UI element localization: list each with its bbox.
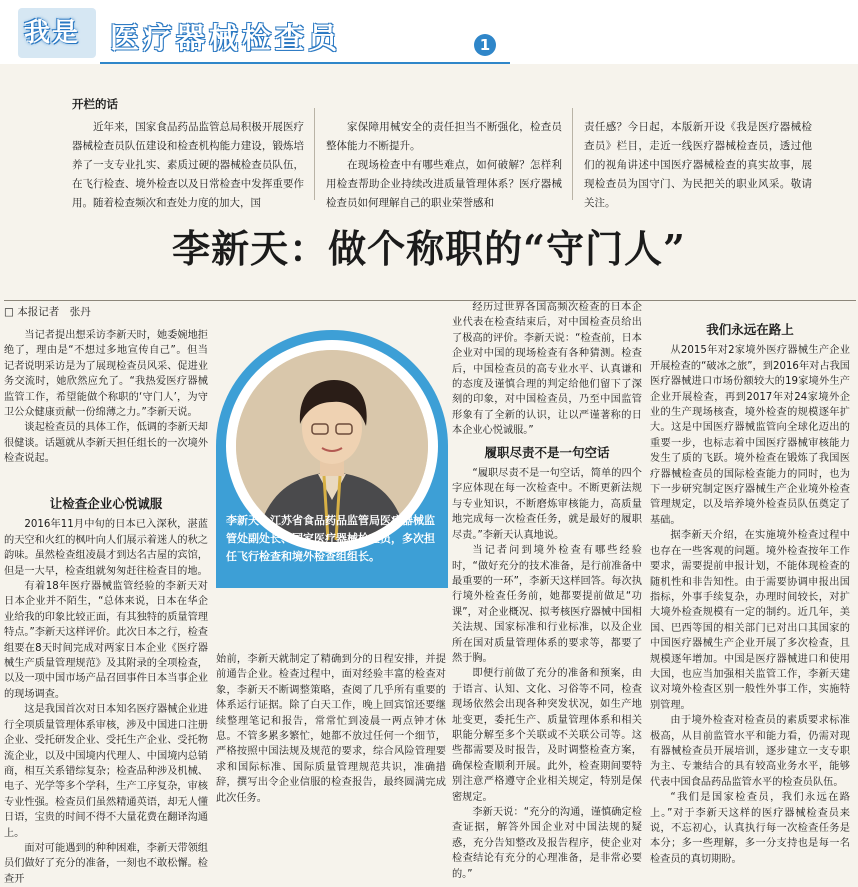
article-paragraph: 经历过世界各国高频次检查的日本企业代表在检查结束后，对中国检查员给出了极高的评价。李新天说：“检查前，日本企业对中国的现场检查有各种猜测。检查后，中国检查员的高专业水平、认真谦和的态度及谨慎合理的判定给他们留下了深刻的印象，对中国检查员，乃至中国监管形象有了全新的认识，让以严谨著称的日本企业心悦诚服。” xyxy=(452,302,642,437)
article-column-middle-bottom xyxy=(216,652,446,806)
article-paragraph: 面对可能遇到的种种困难，李新天带领组员们做好了充分的准备，一刻也不敢松懈。检查开 xyxy=(4,842,208,885)
intro-divider xyxy=(314,108,315,200)
section-heading: 履职尽责不是一句空话 xyxy=(484,444,610,460)
intro-paragraph: 家保障用械安全的责任担当不断强化，检查员整体能力不断提升。 xyxy=(326,121,562,152)
intro-paragraph: 近年来，国家食品药品监管总局积极开展医疗器械检查员队伍建设和检查机构能力建设，锻炼培养了一支专业扎实、素质过硬的器械检查员队伍，在飞行检查、境外检查以及日常检查中发挥重要作用。随着检查频次和查处力度的加大，国 xyxy=(72,121,304,209)
section-heading: 让检查企业心悦诚服 xyxy=(49,496,163,511)
article-paragraph: 据李新天介绍，在实施境外检查过程中也存在一些客观的问题。境外检查按年工作要求，需要提前申报计划，不能体现检查的随机性和非告知性。由于需要协调申报出国指标，外事手续复杂，办理时间较长，对扩大境外检查规模有一定的制约。近几年，美国、巴西等国的相关部门已对出口其国家的中国医疗器械生产企业开展了多次检查，且规模逐年增加。中国是医疗器械进口和使用大国，也应当加强相关监管工作，李新天建议对境外检查区别一般性外事工作，实施特别管理。 xyxy=(650,530,850,711)
article-paragraph: “我们是国家检查员，我们永远在路上。”对于李新天这样的医疗器械检查员来说，不忘初心，认真执行每一次检查任务是本分；多一些理解，多一分支持也是每一名检查员的真切期盼。 xyxy=(650,792,850,865)
article-paragraph: 有着18年医疗器械监管经验的李新天对日本企业并不陌生，“总体来说，日本在华企业给我的印象比较正面，有其独特的质量管理特点。”李新天这样评价。此次日本之行，检查组要在8天时间完成对两家日本企业《医疗器械生产质量管理规范》及其附录的全项检查，以及一项中国市场产品召回事件日本当事企业的现场调查。 xyxy=(4,581,208,700)
article-paragraph: 由于境外检查对检查员的素质要求标准极高，从目前监管水平和能力看，仍需对现有器械检查员开展培训，逐步建立一支专职为主、专兼结合的具有较高业务水平，能够代表中国食品药品监管水平的检查员队伍。 xyxy=(650,715,850,788)
headline: 李新天：做个称职的“守门人” xyxy=(172,226,686,271)
headline-rule xyxy=(4,300,856,301)
series-number: 1 xyxy=(474,34,496,56)
portrait-caption: 李新天：江苏省食品药品监管局医疗器械监管处副处长、国家医疗器械检查员，多次担任飞行检查和境外检查组组长。 xyxy=(226,514,435,563)
article-column-left-top xyxy=(4,328,208,467)
article-paragraph: 李新天说：“充分的沟通，谨慎确定检查证据，解答外国企业对中国法规的疑惑，充分告知整改及报告程序，使企业对检查结论有充分的心理准备，是非常必要的。” xyxy=(452,807,642,880)
article-paragraph: 即便行前做了充分的准备和预案，由于语言、认知、文化、习俗等不同，检查现场依然会出现各种突发状况，如生产地址变更，委托生产、质量管理体系和相关职能分解至多个关联或不关联公司等。这些都需要及时报告，及时调整检查方案，确保检查顺利开展。此外，检查期间要特别注意严格遵守企业相关规定，特别是保密规定。 xyxy=(452,668,642,803)
intro-column-1 xyxy=(72,118,304,213)
intro-paragraph: 责任感？今日起，本版新开设《我是医疗器械检查员》栏目，走近一线医疗器械检查员，透过他们的视角讲述中国医疗器械检查的真实故事，展现检查员为国守门、为民把关的职业风采。敬请关注。 xyxy=(584,121,812,209)
article-paragraph: “履职尽责不是一句空话，简单的四个字应体现在每一次检查中。不断更新法规与专业知识，不断磨炼审核能力，高质量地完成每一次检查任务，就是最好的履职尽责。”李新天认真地说。 xyxy=(452,468,642,541)
article-column-middle-right xyxy=(452,300,642,882)
article-paragraph: 谈起检查员的具体工作，低调的李新天却很健谈。话题就从李新天担任组长的一次境外检查说起。 xyxy=(4,422,208,465)
series-badge-text: 我是 xyxy=(24,18,81,48)
article-paragraph: 从2015年对2家境外医疗器械生产企业开展检查的“破冰之旅”，到2016年对占我国医疗器械进口市场份额较大的19家境外生产企业开展检查，再到2017年对24家境外企业的生产现场核查，境外检查的规模逐年扩大。这是中国医疗器械监管向全球化迈出的重要一步，也标志着中国医疗器械审核能力发生了质的飞跃。境外检查在锻炼了我国医疗器械检查员的国际检查能力的同时，也为下一步研究制定医疗器械生产企业境外检查管理规定，以及培养境外检查员队伍奠定了基础。 xyxy=(650,345,850,526)
article-column-left xyxy=(4,490,208,887)
article-paragraph: 当记者问到境外检查有哪些经验时，“做好充分的技术准备，是行前准备中最重要的一环”，李新天这样回答。每次执行境外检查任务前，她都要提前做足“功课”，对企业概况、拟考核医疗器械中国相关法规、国家标准和行业标准，以及企业所在国对质量管理体系的要求等，都要了然于胸。 xyxy=(452,545,642,664)
article-paragraph: 2016年11月中旬的日本已入深秋，湛蓝的天空和火红的枫叶向人们展示着迷人的秋之韵味。虽然检查组凌晨才到达名古屋的宾馆，但是一大早，检查组就匆匆赶往检查目的地。 xyxy=(4,519,208,577)
article-column-right xyxy=(650,316,850,867)
intro-column-3 xyxy=(584,118,812,213)
byline: □ 本报记者 张丹 xyxy=(4,306,91,318)
section-heading: 我们永远在路上 xyxy=(706,322,794,337)
article-paragraph: 这是我国首次对日本知名医疗器械企业进行全项质量管理体系审核，涉及中国进口注册企业、受托研发企业、受托生产企业、受托物流企业，以及中国境内代理人、中国境内总销商，相互关系错综复杂；检查品种涉及机械、电子、光学等多个学科，生产工序复杂，审核专业性强。检查员们虽然精通英语，却无人懂日语，宝贵的时间不得不大量花费在翻译沟通上。 xyxy=(4,704,208,839)
intro-divider xyxy=(572,108,573,200)
intro-label: 开栏的话 xyxy=(72,97,118,111)
intro-column-2 xyxy=(326,118,562,213)
article-paragraph: 当记者提出想采访李新天时，她委婉地拒绝了，理由是“不想过多地宣传自己”。但当记者说明采访是为了展现检查员风采、促进业务交流时，她欣然应允了。“我热爱医疗器械监管工作，希望能做个称职的‘守门人’，为守卫公众健康贡献一份绵薄之力。”李新天说。 xyxy=(4,330,208,419)
article-paragraph: 始前，李新天就制定了精确到分的日程安排，并提前通告企业。检查过程中，面对经验丰富的检查对象，李新天不断调整策略，查阅了几乎所有重要的体系运行证据。除了白天工作，晚上回宾馆还要继续整理笔记和报告，常常忙到凌晨一两点钟才休息。不管多累多繁忙，她都不放过任何一个细节，严格按照中国法规及规范的要求，综合风险管理要求和国际标准、国际质量管理规范共识，准确措辞，撰写出令企业信服的检查报告，最终圆满完成此次任务。 xyxy=(216,654,446,804)
series-title: 医疗器械检查员 xyxy=(110,21,342,55)
banner-divider xyxy=(100,62,510,64)
intro-paragraph: 在现场检查中有哪些难点，如何破解？怎样利用检查帮助企业持续改进质量管理体系？医疗器械检查员如何理解自己的职业荣誉感和 xyxy=(326,159,562,209)
